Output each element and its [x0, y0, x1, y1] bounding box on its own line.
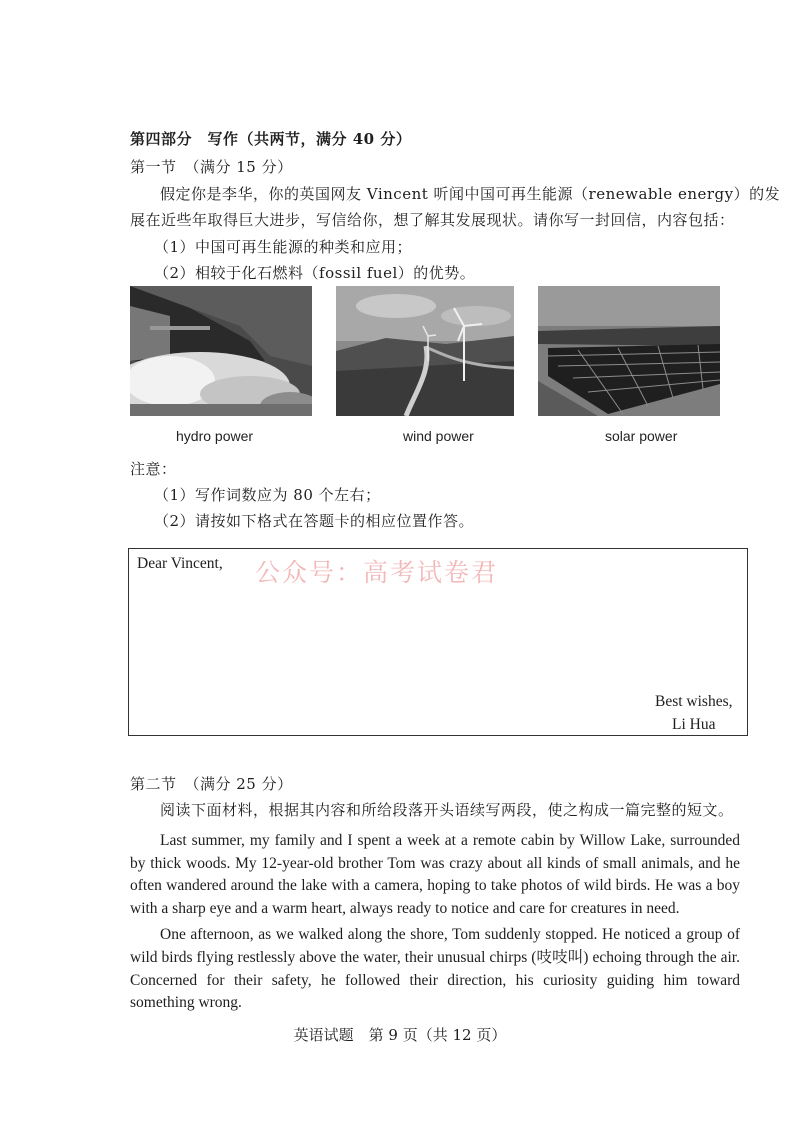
prompt-line-2: 展在近些年取得巨大进步，写信给你，想了解其发展现状。请你写一封回信，内容包括： [130, 211, 735, 229]
section1-title: 第一节 （满分 15 分） [130, 158, 293, 176]
letter-signature: Li Hua [672, 716, 716, 733]
prompt-line-1: 假定你是李华，你的英国网友 Vincent 听闻中国可再生能源（renewable energy）的发 [160, 185, 781, 203]
wind-caption: wind power [403, 428, 474, 444]
watermark: 公众号：高考试卷君 [255, 558, 499, 587]
notes-label: 注意： [130, 460, 177, 478]
hydro-power-photo [130, 286, 312, 416]
content-item-1: （1）中国可再生能源的种类和应用； [154, 238, 413, 256]
letter-greeting: Dear Vincent, [137, 555, 223, 572]
section2-title: 第二节 （满分 25 分） [130, 775, 293, 793]
solar-power-photo [538, 286, 720, 416]
solar-caption: solar power [605, 428, 678, 444]
section2-instruction: 阅读下面材料，根据其内容和所给段落开头语续写两段，使之构成一篇完整的短文。 [160, 801, 734, 819]
wind-power-photo [336, 286, 514, 416]
story-text [130, 830, 740, 1015]
note-2: （2）请按如下格式在答题卡的相应位置作答。 [154, 512, 475, 530]
hydro-caption: hydro power [176, 428, 254, 444]
story-paragraph-1: Last summer, my family and I spent a week at a remote cabin by Willow Lake, surrounded by thick woods. My 12-year-old brother Tom was crazy about all kinds of small animals, and he often wandered around the lake with a camera, hoping to take photos of wild birds. He was a boy with a sharp eye and a warm heart, always ready to notice and care for creatures in need. [130, 832, 740, 917]
content-item-2: （2）相较于化石燃料（fossil fuel）的优势。 [154, 264, 476, 282]
note-1: （1）写作词数应为 80 个左右； [154, 486, 381, 504]
story-paragraph-2: One afternoon, as we walked along the shore, Tom suddenly stopped. He noticed a group of wild birds flying restlessly above the water, their unusual chirps (吱吱叫) echoing through the air. Concerned for their safety, he followed their direction, his curiosity guiding him toward something wrong. [130, 926, 740, 1012]
part-heading: 第四部分 写作（共两节，满分 40 分） [130, 130, 412, 148]
letter-closing: Best wishes, [655, 693, 733, 710]
page-footer: 英语试题 第 9 页（共 12 页） [293, 1026, 507, 1044]
